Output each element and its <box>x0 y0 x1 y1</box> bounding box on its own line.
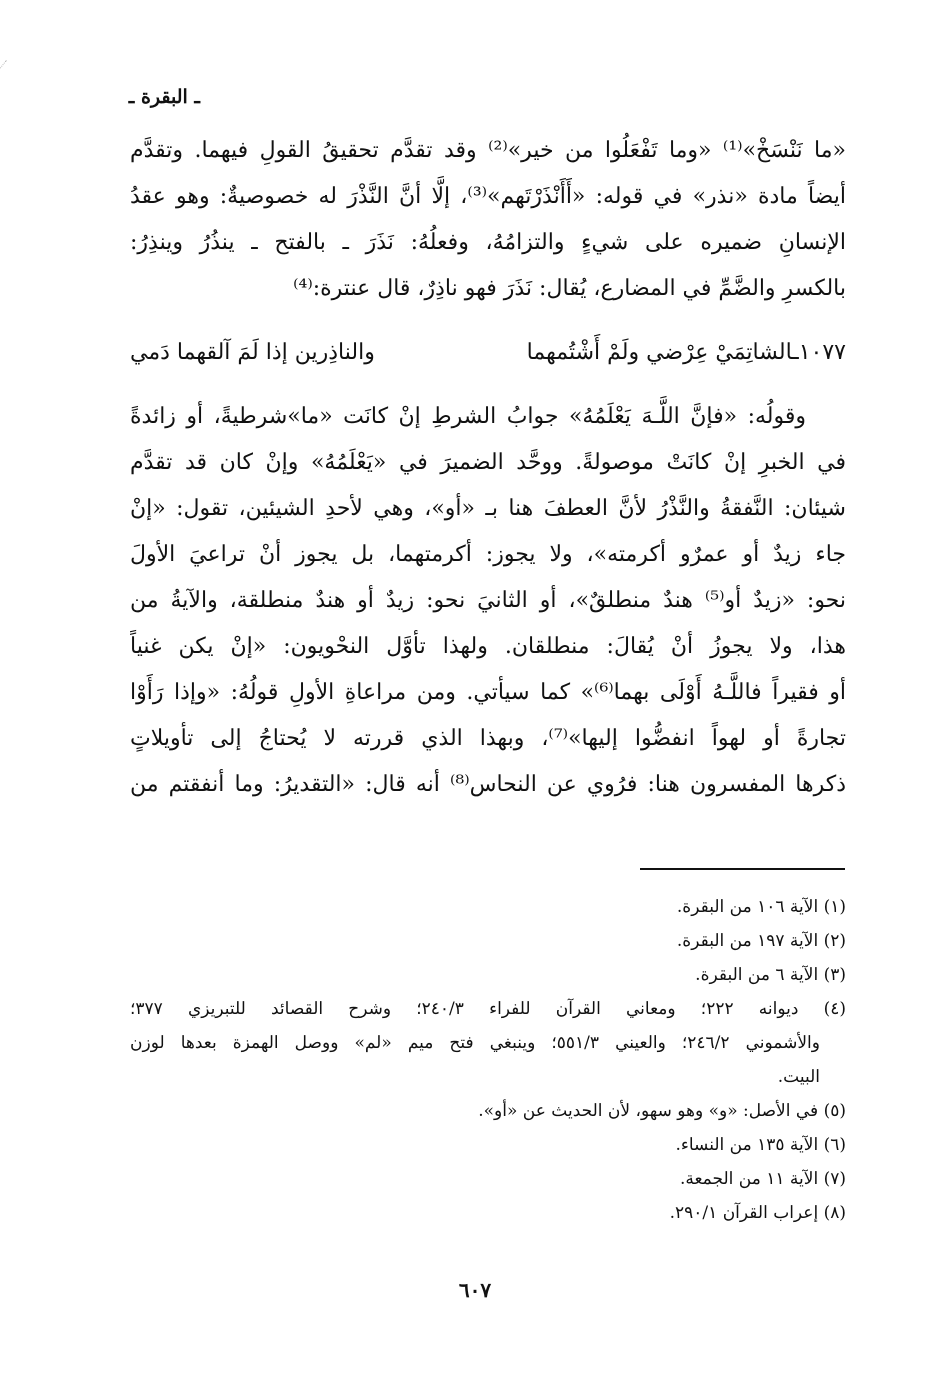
footnote-separator <box>640 868 845 870</box>
paragraph-gap <box>130 376 846 394</box>
main-text <box>130 128 846 808</box>
text-line: شيئان: النَّفقةُ والنَّذْرُ لأنَّ العطفَ هنا بـ «أو»، وهي لأحدِ الشيئين، تقول: «إنْ <box>130 496 846 521</box>
scan-artifact <box>0 60 46 147</box>
verse-first-half <box>527 330 846 376</box>
paragraph-gap <box>130 312 846 330</box>
page-number: ٦٠٧ <box>458 1278 492 1302</box>
verse-number: ١٠٧٧ـ <box>792 340 846 365</box>
text-line: في الخبرِ إنْ كانَتْ موصولةً. ووحَّد الضميرَ في «يَعْلَمُهُ» وإنْ كان قد تقدَّم <box>130 450 846 475</box>
poetry-verse <box>130 330 846 376</box>
footnotes <box>130 890 846 1230</box>
text-line: أيضاً مادة «نذر» في قوله: «أَأَنْذَرْتَهم»⁽³⁾، إلَّا أنَّ النَّذْرَ له خصوصيةٌ: وهو عقدُ <box>130 184 846 209</box>
footnote: (٦) الآية ١٣٥ من النساء. <box>675 1135 846 1155</box>
text-line: بالكسرِ والضَّمِّ في المضارع، يُقال: نَذَرَ فهو ناذِرٌ، قال عنترة:⁽⁴⁾ <box>293 276 846 301</box>
text-line: أو فقيراً فاللَّـهُ أَوْلَى بهما⁽⁶⁾» كما سيأتي. ومن مراعاةِ الأولِ قولُهُ: «وإذا رَأَوْا <box>130 680 846 705</box>
footnote: (٨) إعراب القرآن ٢٩٠/١. <box>669 1203 846 1223</box>
footnote: (١) الآية ١٠٦ من البقرة. <box>676 897 846 917</box>
text-line: تجارةً أو لهواً انفضُّوا إليها»⁽⁷⁾، وبهذا الذي قررته لا يُحتاجُ إلى تأويلاتٍ <box>130 726 846 751</box>
text-line: ذكرها المفسرون هنا: فرُوي عن النحاس⁽⁸⁾ أنه قال: «التقديرُ: وما أنفقتم من <box>130 772 846 797</box>
footnote: (٢) الآية ١٩٧ من البقرة. <box>676 931 846 951</box>
footnote-continuation: والأشموني ٢٤٦/٢؛ والعيني ٥٥١/٣؛ وينبغي فتح ميم «لم» ووصل الهمزة بعدها لوزن <box>130 1033 820 1053</box>
text-line: جاء زيدٌ أو عمرٌو أكرمته»، ولا يجوز: أكرمتهما، بل يجوز أنْ تراعيَ الأولَ <box>130 542 846 567</box>
text-line: هذا، ولا يجوزُ أنْ يُقالَ: منطلقان. ولهذا تأوَّل النحْويون: «إنْ يكن غنياً <box>130 634 846 659</box>
footnote: (٧) الآية ١١ من الجمعة. <box>679 1169 846 1189</box>
text-line: «ما نَنْسَخْ»⁽¹⁾ «وما تَفْعَلُوا من خير»⁽²⁾ وقد تقدَّم تحقيقُ القولِ فيهما. وتقدَّم <box>130 138 846 163</box>
footnote: (٣) الآية ٦ من البقرة. <box>695 965 846 985</box>
verse-hemistich-2: والناذِرين إذا لَمَ آلقهما دَمي <box>130 340 375 365</box>
footnote: (٥) في الأصل: «و» وهو سهو، لأن الحديث عن «أو». <box>478 1101 846 1121</box>
running-head: ـ البقرة ـ <box>128 86 200 108</box>
footnote: (٤) ديوانه ٢٢٢؛ ومعاني القرآن للفراء ٢٤٠/٣؛ وشرح القصائد للتبريزي ٣٧٧؛ <box>130 999 846 1019</box>
text-line: وقولُه: «فإنَّ اللَّـهَ يَعْلَمُهُ» جوابُ الشرطِ إنْ كانَت «ما»شرطيةً، أو زائدةً <box>130 404 806 429</box>
footnote-continuation: البيت. <box>777 1067 820 1087</box>
text-line: الإنسانِ ضميره على شيءٍ والتزامُهُ، وفعلُهُ: نَذَرَ ـ بالفتح ـ ينذُرُ وينذِرُ: <box>130 230 846 255</box>
verse-hemistich-1: الشاتِمَيْ عِرْضي ولَمْ أَشْتُمهما <box>526 340 793 365</box>
text-line: نحو: «زيدٌ أو⁽⁵⁾ هندٌ منطلقٌ»، أو الثانيَ نحو: زيدٌ أو هندٌ منطلقة، والآيةُ من <box>130 588 846 613</box>
